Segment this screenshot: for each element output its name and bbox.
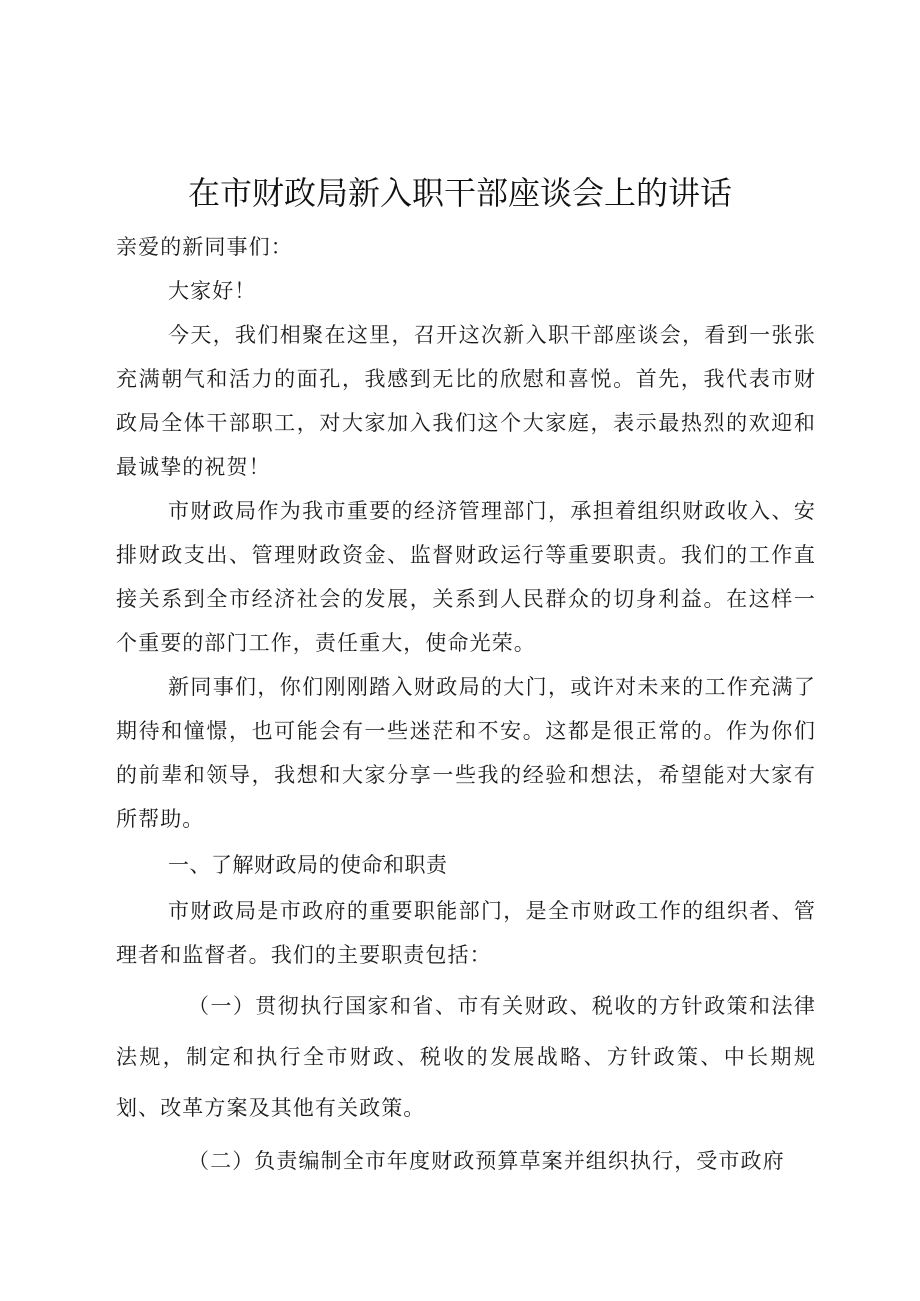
paragraph-welcome: 今天，我们相聚在这里，召开这次新入职干部座谈会，看到一张张充满朝气和活力的面孔，我感到无比的欣慰和喜悦。首先，我代表市财政局全体干部职工，对大家加入我们这个大家庭，表示最热烈的欢迎和最诚挚的祝贺！ bbox=[116, 323, 816, 479]
greeting: 大家好！ bbox=[168, 279, 257, 303]
section-heading: 一、了解财政局的使命和职责 bbox=[168, 853, 448, 877]
salutation: 亲爱的新同事们： bbox=[116, 235, 293, 259]
section-intro: 市财政局是市政府的重要职能部门，是全市财政工作的组织者、管理者和监督者。我们的主要职责包括： bbox=[116, 899, 816, 967]
duty-item-2: （二）负责编制全市年度财政预算草案并组织执行，受市政府 bbox=[188, 1149, 785, 1173]
paragraph-advice: 新同事们，你们刚刚踏入财政局的大门，或许对未来的工作充满了期待和憧憬，也可能会有一些迷茫和不安。这都是很正常的。作为你们的前辈和领导，我想和大家分享一些我的经验和想法，希望能对大家有所帮助。 bbox=[116, 675, 816, 831]
duty-item-1: （一）贯彻执行国家和省、市有关财政、税收的方针政策和法律法规，制定和执行全市财政、税收的发展战略、方针政策、中长期规划、改革方案及其他有关政策。 bbox=[116, 994, 816, 1120]
document-title: 在市财政局新入职干部座谈会上的讲话 bbox=[187, 174, 732, 212]
paragraph-bureau-role: 市财政局作为我市重要的经济管理部门，承担着组织财政收入、安排财政支出、管理财政资金、监督财政运行等重要职责。我们的工作直接关系到全市经济社会的发展，关系到人民群众的切身利益。在这样一个重要的部门工作，责任重大，使命光荣。 bbox=[116, 499, 816, 655]
document-body bbox=[116, 225, 816, 1186]
